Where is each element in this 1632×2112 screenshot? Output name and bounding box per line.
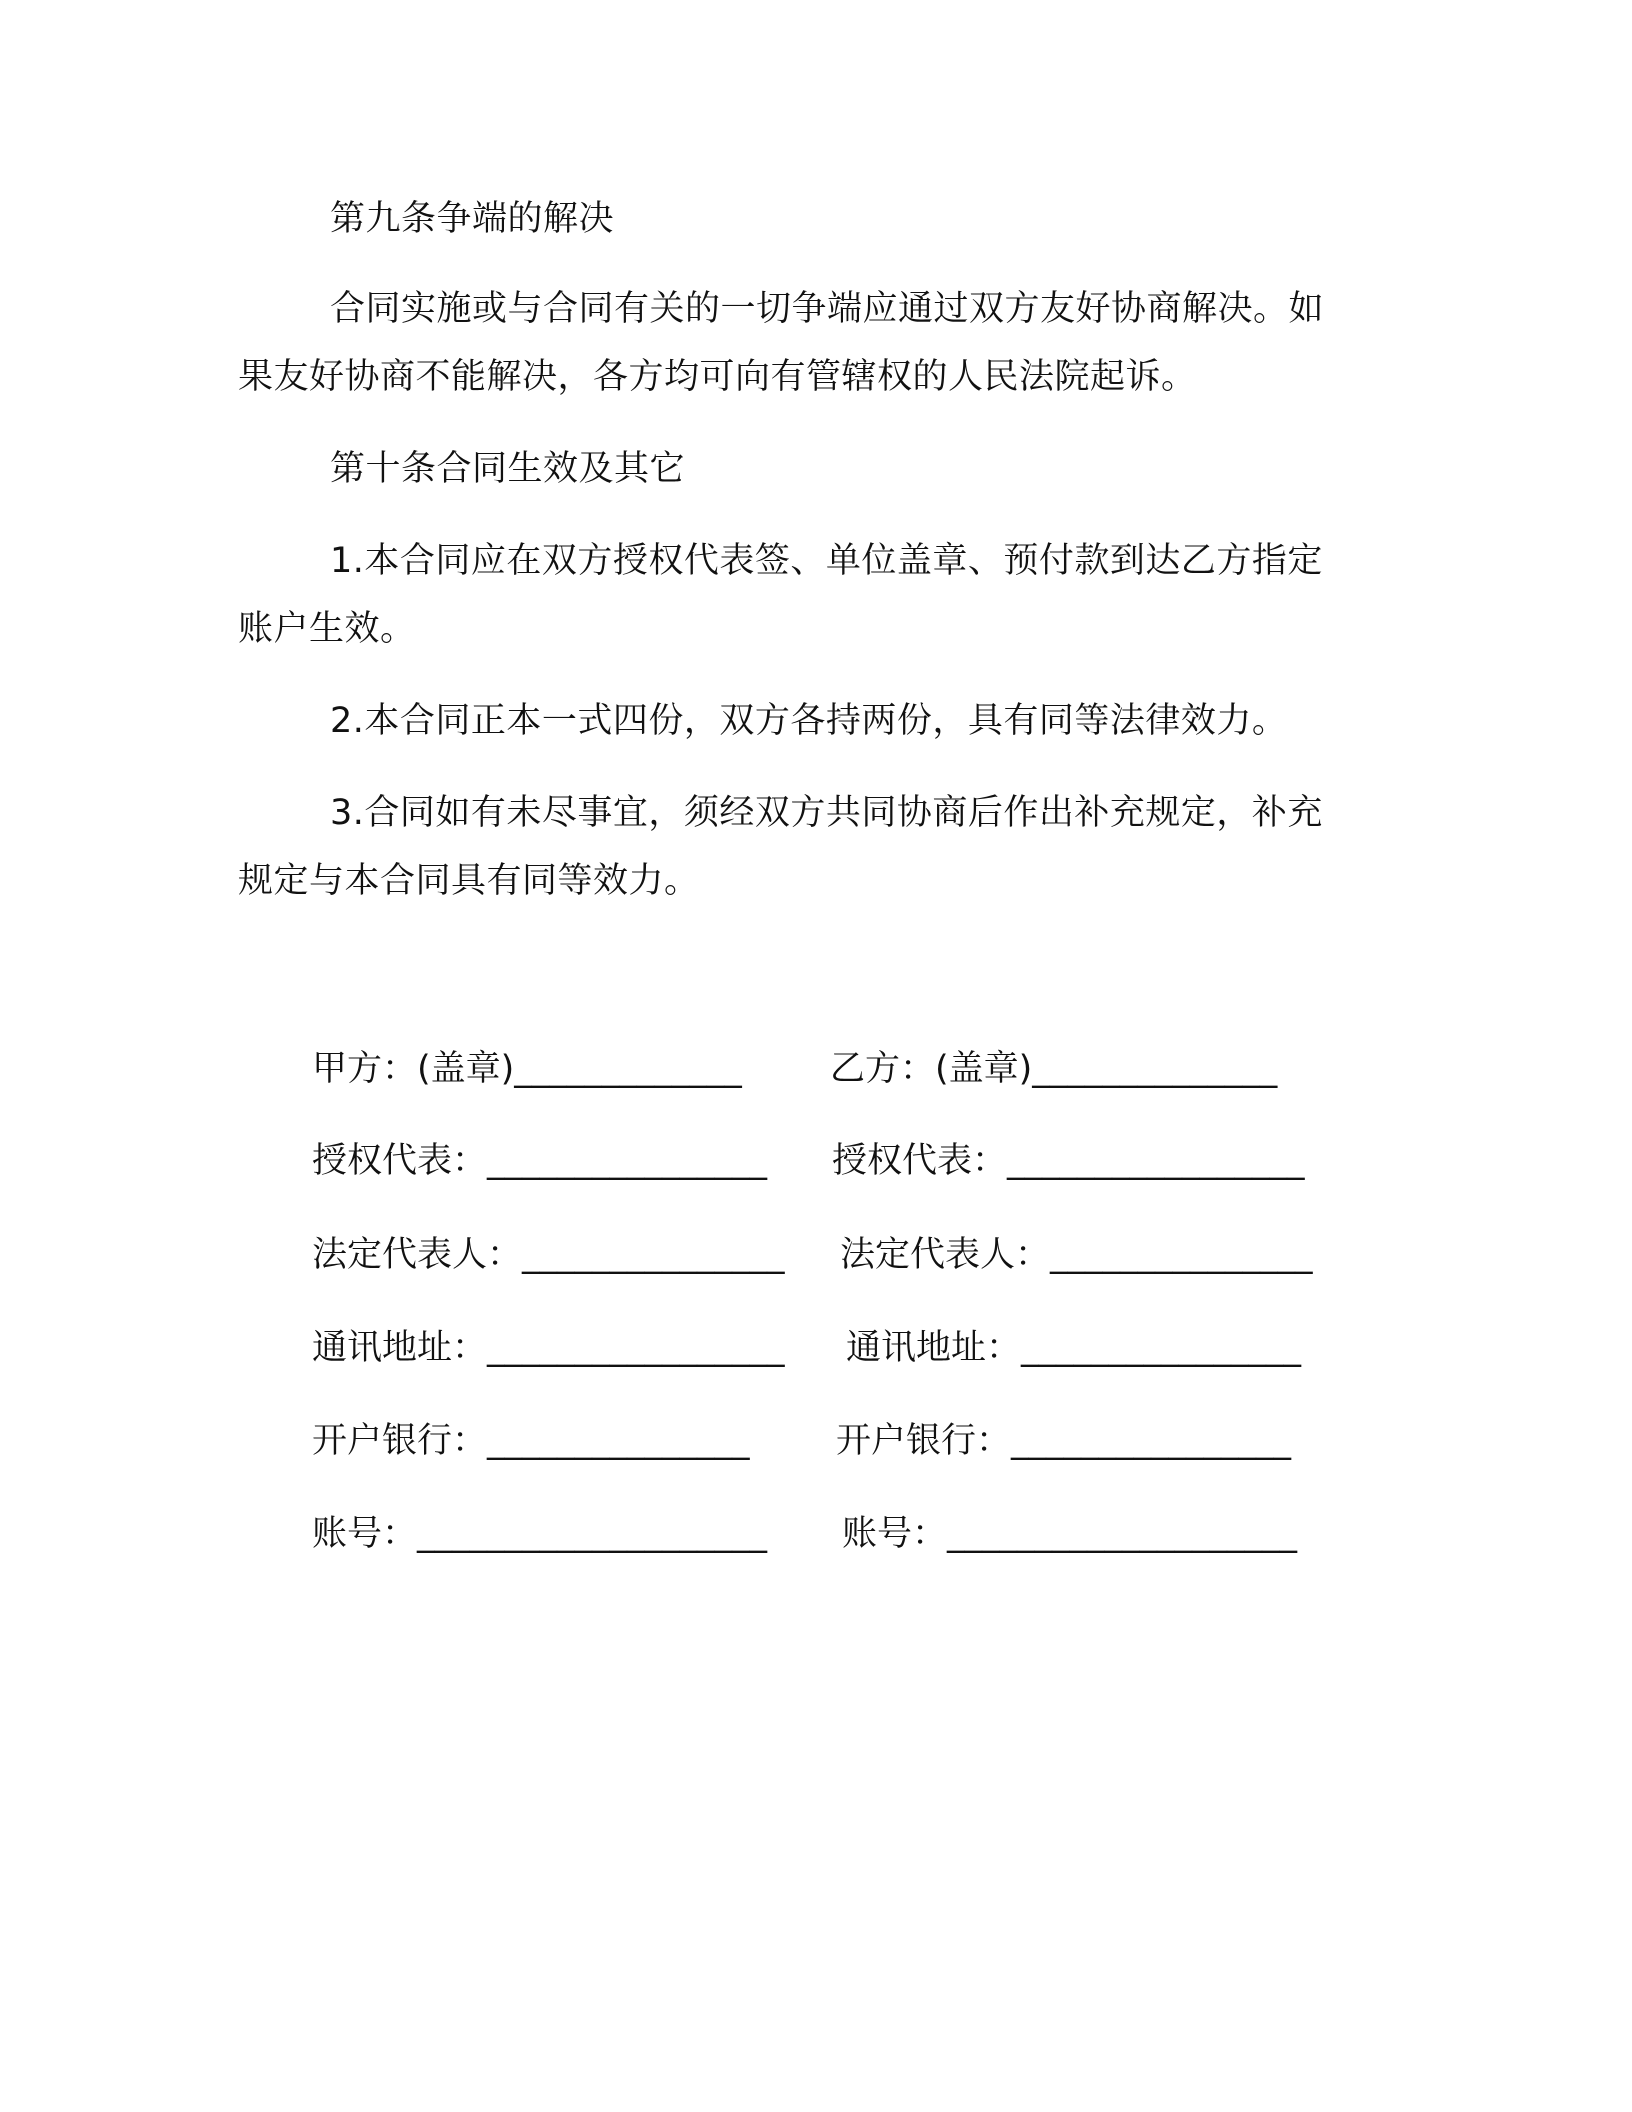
party-b-legal-rep-line: 法定代表人：_______________: [840, 1235, 1313, 1275]
article-10-heading: 第十条合同生效及其它: [330, 449, 686, 489]
party-b-address-line: 通讯地址：________________: [846, 1328, 1302, 1368]
article-10-item-3-line-1: 3.合同如有未尽事宜，须经双方共同协商后作出补充规定，补充: [330, 793, 1323, 833]
article-10-item-1-line-2: 账户生效。: [238, 609, 416, 649]
party-b-seal-line: 乙方：(盖章)______________: [830, 1049, 1278, 1089]
party-b-bank-line: 开户银行：________________: [836, 1421, 1292, 1461]
party-a-bank-line: 开户银行：_______________: [312, 1421, 750, 1461]
party-a-authorized-rep-line: 授权代表：________________: [312, 1141, 768, 1181]
article-9-paragraph-line-2: 果友好协商不能解决，各方均可向有管辖权的人民法院起诉。: [238, 357, 1197, 397]
article-10-item-2: 2.本合同正本一式四份，双方各持两份，具有同等法律效力。: [330, 701, 1288, 741]
party-b-authorized-rep-line: 授权代表：_________________: [832, 1141, 1305, 1181]
party-a-account-line: 账号：____________________: [312, 1514, 768, 1554]
party-b-account-line: 账号：____________________: [842, 1514, 1298, 1554]
party-a-address-line: 通讯地址：_________________: [312, 1328, 785, 1368]
party-a-seal-line: 甲方：(盖章)_____________: [312, 1049, 742, 1089]
article-9-paragraph-line-1: 合同实施或与合同有关的一切争端应通过双方友好协商解决。如: [330, 289, 1325, 329]
article-10-item-3-line-2: 规定与本合同具有同等效力。: [238, 861, 700, 901]
article-10-item-1-line-1: 1.本合同应在双方授权代表签、单位盖章、预付款到达乙方指定: [330, 541, 1323, 581]
article-9-heading: 第九条争端的解决: [330, 199, 615, 239]
party-a-legal-rep-line: 法定代表人：_______________: [312, 1235, 785, 1275]
